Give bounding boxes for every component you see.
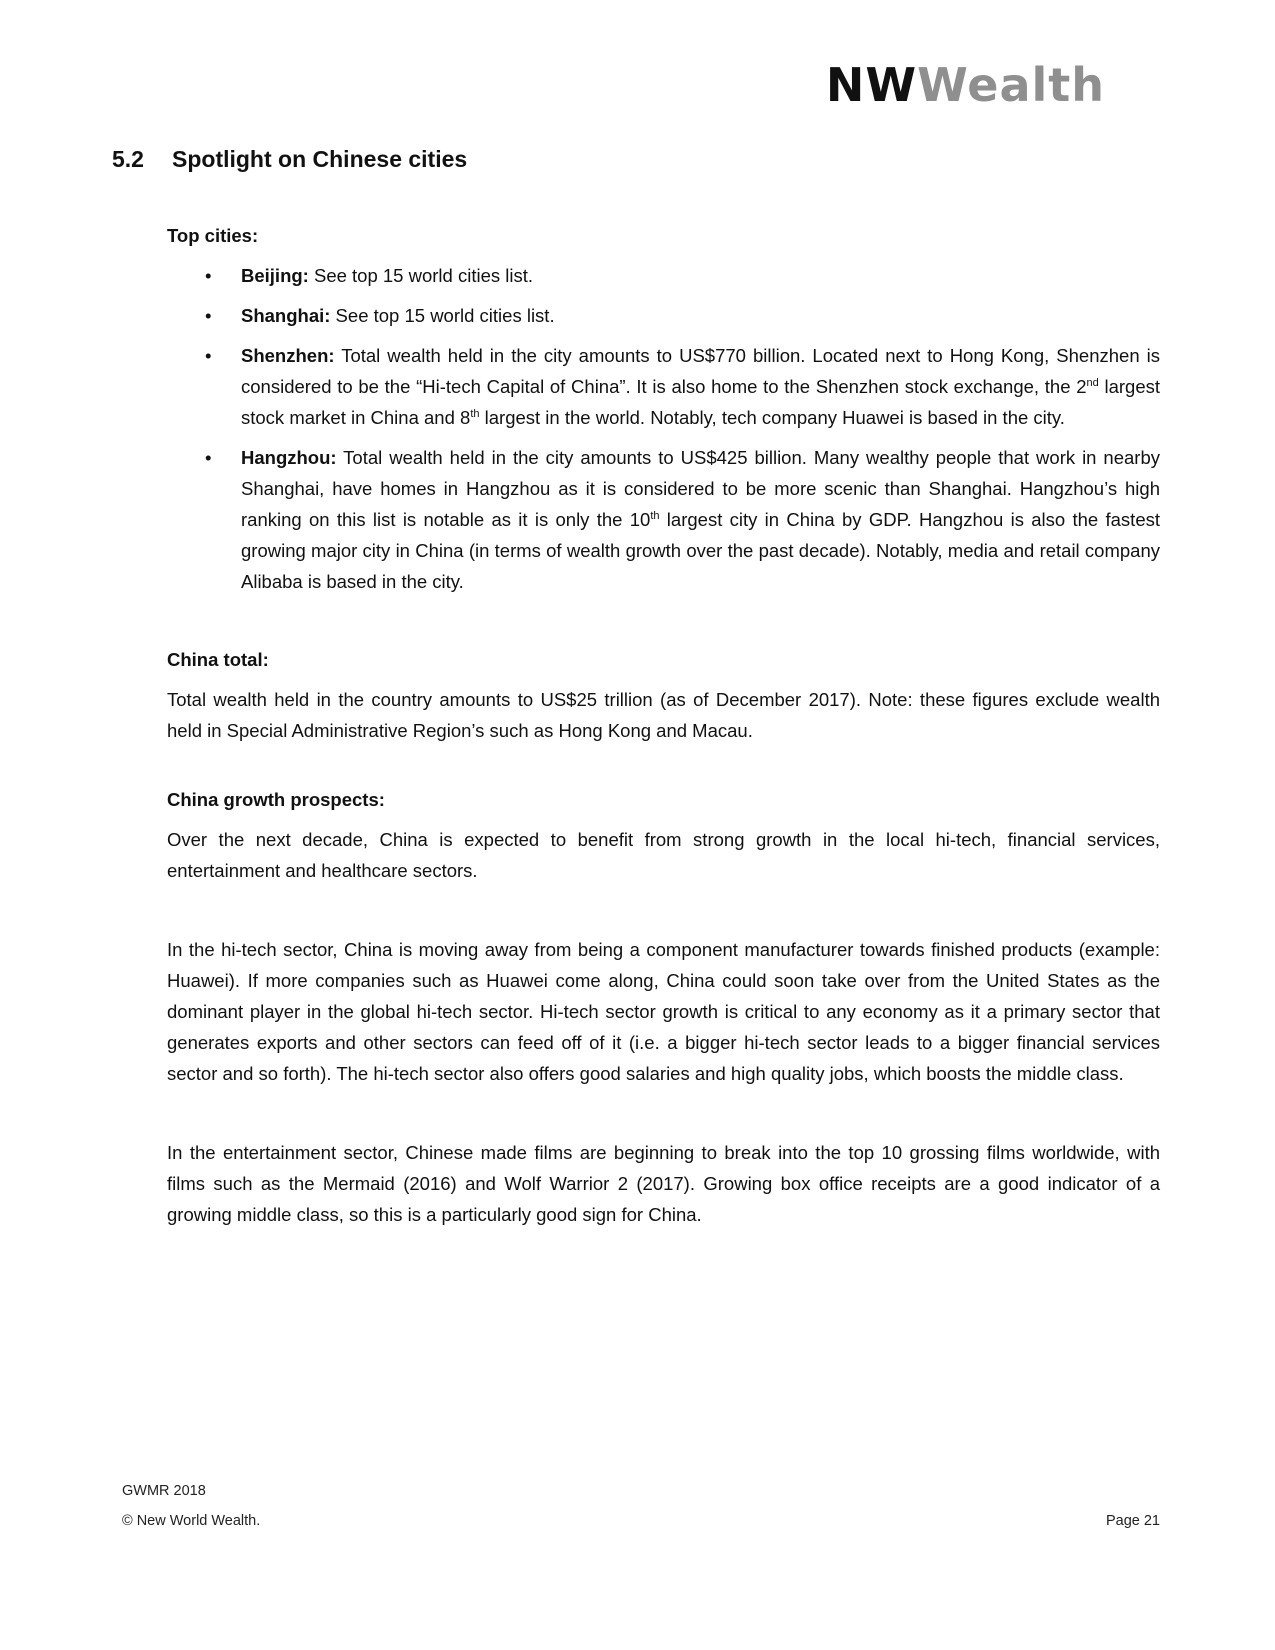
superscript: nd xyxy=(1086,376,1099,389)
city-name: Shanghai: xyxy=(241,305,331,326)
list-item xyxy=(167,260,1160,291)
footer-copyright: © New World Wealth. xyxy=(122,1513,261,1529)
superscript: th xyxy=(470,407,480,420)
list-item xyxy=(167,300,1160,331)
section-title xyxy=(112,146,467,173)
logo-wealth: Wealth xyxy=(917,58,1105,112)
city-name: Beijing: xyxy=(241,265,309,286)
page-number: Page 21 xyxy=(1105,1513,1160,1529)
city-text: Total wealth held in the city amounts to US$425 billion. Many wealthy people that work in nearby Shanghai, have homes in Hangzhou as it is considered to be more scenic than Shanghai. Hangzhou’s high ranking on this list is notable as it is only the 10 xyxy=(241,447,1160,530)
city-text: Total wealth held in the city amounts to US$770 billion. Located next to Hong Kong, Shenzhen is considered to be the “Hi-tech Capital of China”. It is also home to the Shenzhen stock exchange, the 2 xyxy=(241,345,1160,397)
list-item xyxy=(167,340,1160,433)
bullet-icon: • xyxy=(205,265,212,286)
growth-paragraph-3: In the entertainment sector, Chinese made films are beginning to break into the top 10 grossing films worldwide, with films such as the Mermaid (2016) and Wolf Warrior 2 (2017). Growing box office receipts are a good indicator of a growing middle class, so this is a particularly good sign for China. xyxy=(167,1142,1160,1225)
city-text: See top 15 world cities list. xyxy=(330,305,555,326)
china-total-heading: China total: xyxy=(167,649,269,670)
bullet-icon: • xyxy=(205,345,212,366)
growth-heading: China growth prospects: xyxy=(167,789,385,810)
city-text: See top 15 world cities list. xyxy=(308,265,534,286)
top-cities-heading: Top cities: xyxy=(167,225,259,246)
section-title-text: Spotlight on Chinese cities xyxy=(172,146,468,172)
footer-report: GWMR 2018 xyxy=(122,1483,206,1499)
city-name: Hangzhou: xyxy=(241,447,337,468)
bullet-icon: • xyxy=(205,305,212,326)
bullet-icon: • xyxy=(205,447,212,468)
growth-paragraph-2: In the hi-tech sector, China is moving away from being a component manufacturer towards finished products (example: Huawei). If more companies such as Huawei come along, China could soon take over from the United States as the dominant player in the global hi-tech sector. Hi-tech sector growth is critical to any economy as it a primary sector that generates exports and other sectors can feed off of it (i.e. a bigger hi-tech sector leads to a bigger financial services sector and so forth). The hi-tech sector also offers good salaries and high quality jobs, which boosts the middle class. xyxy=(167,939,1160,1084)
superscript: th xyxy=(650,509,660,522)
brand-logo xyxy=(826,58,1105,112)
list-item xyxy=(167,442,1160,597)
city-text: largest city in China by GDP. Hangzhou is also the fastest growing major city in China (in terms of wealth growth over the past decade). Notably, media and retail company Alibaba is based in the city. xyxy=(241,509,1160,592)
top-cities-list xyxy=(167,260,1160,597)
logo-nw: NW xyxy=(825,58,918,112)
city-text: largest in the world. Notably, tech company Huawei is based in the city. xyxy=(479,407,1065,428)
china-total-text: Total wealth held in the country amounts to US$25 trillion (as of December 2017). Note: these figures exclude wealth held in Special Administrative Region’s such as Hong Kong and Macau. xyxy=(167,689,1160,741)
main-content xyxy=(167,220,1160,1230)
city-name: Shenzhen: xyxy=(241,345,335,366)
section-number: 5.2 xyxy=(112,146,144,172)
growth-paragraph-1: Over the next decade, China is expected to benefit from strong growth in the local hi-tech, financial services, entertainment and healthcare sectors. xyxy=(167,829,1160,881)
city-text: largest stock market in China and 8 xyxy=(241,376,1160,428)
